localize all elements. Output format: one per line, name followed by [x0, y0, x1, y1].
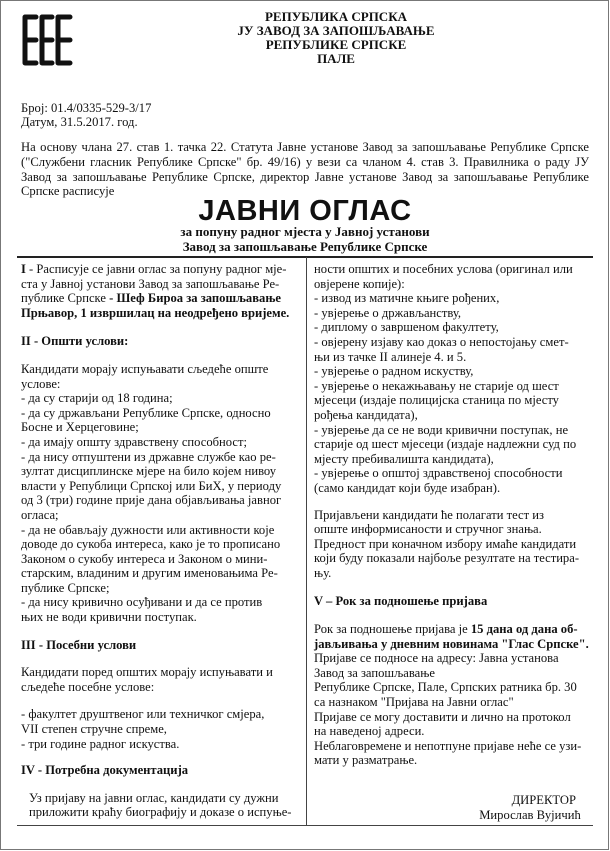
condition-line: - да нису кривично осуђивани и да се против	[21, 595, 263, 610]
institution-header	[180, 10, 492, 66]
document-title: ЈАВНИ ОГЛАС	[198, 195, 412, 227]
condition-line: публике Српске;	[21, 580, 110, 595]
intro-paragraph: На основу члана 27. став 1. тачка 22. Статута Јавне установе Завод за запошљавање Републике Српске ("Службени гласник Републике Српске" бр. 49/16) у вези са чланом 4. став 3. Правилника о раду ЈУ Завод за запошљавање Републике Српске, директор Јавне установе Завод за запошљавање Републике Српске расписује	[21, 140, 589, 199]
section-3-intro-line: Кандидати поред општих морају испуњавати и	[21, 665, 273, 680]
address-line: на наведеној адреси.	[314, 724, 425, 739]
test-info-line: њу.	[314, 565, 332, 580]
column-divider	[306, 257, 307, 825]
subtitle-line: за попуну радног мјеста у Јавној установи	[180, 224, 430, 239]
document-item-line: - извод из матичне књиге рођених,	[314, 291, 500, 306]
documentation-line: Уз пријаву на јавни оглас, кандидати су дужни	[29, 790, 279, 805]
section-4-title: IV - Потребна документација	[21, 763, 189, 778]
section-3-items	[21, 707, 300, 751]
section-2-intro-line: Кандидати морају испуњавати сљедеће опште	[21, 361, 269, 376]
deadline-bold: 15 дана од дана об-	[470, 622, 578, 637]
reference-number: Број: 01.4/0335-529-3/17	[21, 101, 152, 115]
signature-title: ДИРЕКТОР	[511, 793, 576, 807]
section-1-line: I - Расписује се јавни оглас за попуну радног мје-	[21, 262, 287, 276]
documents-list	[314, 262, 594, 496]
document-item-line: њи из тачке II алинеје 4. и 5.	[314, 349, 467, 364]
document-item-line: - увјерење да се не води кривични поступак, не	[314, 422, 569, 437]
header-line: ЈУ ЗАВОД ЗА ЗАПОШЉАВАЊЕ	[237, 23, 435, 38]
section-2-intro-line: услове:	[21, 376, 61, 391]
condition-line: од 3 (три) године прије дана објављивања јавног	[21, 493, 282, 508]
section-4-text	[21, 791, 300, 820]
top-rule	[17, 256, 593, 258]
test-info-line: опште информисаности и стручног знања.	[314, 522, 542, 537]
deadline-text: Рок за подношење пријава је	[314, 622, 471, 637]
section-1-line: Прњавор, 1 извршилац на неодређено вријеме.	[21, 305, 290, 320]
document-item-line: - увјерење о радном искуству,	[314, 364, 474, 379]
documentation-line: приложити краћу биографију и доказе о испуње-	[29, 805, 292, 820]
document-subtitle	[0, 225, 610, 254]
address-line: Пријаве се могу доставити и лично на протокол	[314, 709, 571, 724]
address-line: са назнаком "Пријава на Јавни оглас"	[314, 695, 514, 710]
document-item-line: - увјерење о општој здравственој способности	[314, 466, 563, 481]
address-line: Пријаве се подносе на адресу: Јавна установа	[314, 651, 559, 666]
section-1-line: публике Српске - Шеф Бироа за запошљавање	[21, 291, 281, 306]
deadline-line	[314, 622, 594, 637]
section-2-items	[21, 391, 300, 625]
document-item-line: - увјерење о држављанству,	[314, 305, 462, 320]
condition-line: власти у Републици Српској или БиХ, у периоду	[21, 478, 282, 493]
condition-line: - да нису отпуштени из државне службе као ре-	[21, 449, 276, 464]
address-line: Републике Српске, Пале, Српских ратника бр. 30	[314, 680, 577, 695]
header-line: ПАЛЕ	[317, 51, 355, 66]
signature-block	[470, 793, 590, 822]
deadline-bold-line: јављивања у дневним новинама "Глас Српске".	[314, 636, 589, 651]
condition-line: - да имају општу здравствену способност;	[21, 434, 247, 449]
address-line: Завод за запошљавање	[314, 665, 435, 680]
test-info-line: Пријављени кандидати ће полагати тест из	[314, 507, 544, 522]
document-item-line: - диплому о завршеном факултету,	[314, 320, 499, 335]
document-item-line: старије од шест мјесеци (издаје надлежни суд по	[314, 437, 577, 452]
address-line: мати у разматрање.	[314, 753, 418, 768]
document-item-line: мјесту пребивалишта кандидата),	[314, 451, 494, 466]
section-3-intro-line: сљедеће посебне услове:	[21, 679, 155, 694]
right-column	[314, 262, 594, 768]
institution-logo	[18, 10, 78, 70]
subtitle-line: Завод за запошљавање Републике Српске	[182, 238, 428, 254]
document-item-line: (само кандидат који буде изабран).	[314, 480, 501, 495]
condition-line: Босне и Херцеговине;	[21, 420, 139, 435]
condition-line: - да су старији од 18 година;	[21, 391, 173, 406]
document-item-line: овјерене копије):	[314, 276, 405, 291]
left-column	[21, 262, 300, 820]
section-2-intro	[21, 362, 300, 391]
document-item-line: - увјерење о некажњавању не старије од шест	[314, 378, 559, 393]
condition-line: њих не води кривични поступак.	[21, 610, 197, 625]
condition-line: - да не обављају дужности или активности које	[21, 522, 275, 537]
condition-line: Законом о сукобу интереса и Законом о мини-	[21, 551, 268, 566]
condition-line: - да су држављани Републике Српске, односно	[21, 405, 271, 420]
section-5-title: V – Рок за подношење пријава	[314, 594, 488, 609]
bottom-rule	[17, 825, 593, 826]
special-condition-line: - три године радног искуства.	[21, 736, 180, 751]
condition-line: огласа;	[21, 507, 59, 522]
document-item-line: мјесеци (издаје полицијска станица по мјесту	[314, 393, 559, 408]
section-1-line: ста у Јавној установи Завод за запошљавање Ре-	[21, 276, 280, 291]
signature-name: Мирослав Вујичић	[479, 807, 581, 822]
section-2-title: II - Општи услови:	[21, 334, 129, 349]
header-line: РЕПУБЛИКЕ СРПСКЕ	[265, 37, 407, 52]
section-3-intro	[21, 665, 300, 694]
submission-address	[314, 651, 594, 768]
document-item-line: ности општих и посебних услова (оригинал или	[314, 262, 573, 276]
test-info-line: који буду показали најбоље резултате на тестира-	[314, 551, 580, 566]
condition-line: доводе до сукоба интереса, како је то прописано	[21, 537, 281, 552]
address-line: Неблаговремене и непотпуне пријаве неће се узи-	[314, 738, 582, 753]
section-1-text	[21, 262, 300, 320]
section-3-title: III - Посебни услови	[21, 637, 137, 652]
reference-block	[21, 101, 151, 129]
header-line: РЕПУБЛИКА СРПСКА	[264, 9, 408, 24]
document-item-line: - овјерену изјаву као доказ о непостојању смет-	[314, 334, 569, 349]
document-item-line: рођења кандидата),	[314, 407, 418, 422]
test-info	[314, 508, 594, 581]
special-condition-line: - факултет друштвеног или техничког смјера,	[21, 707, 265, 722]
condition-line: старским, владиним и другим именовањима Ре-	[21, 566, 278, 581]
reference-date: Датум, 31.5.2017. год.	[21, 115, 138, 129]
test-info-line: Предност при коначном избору имаће кандидати	[314, 536, 577, 551]
special-condition-line: VII степен стручне спреме,	[21, 722, 167, 737]
condition-line: зултат дисциплинске мјере на било којем нивоу	[21, 464, 277, 479]
